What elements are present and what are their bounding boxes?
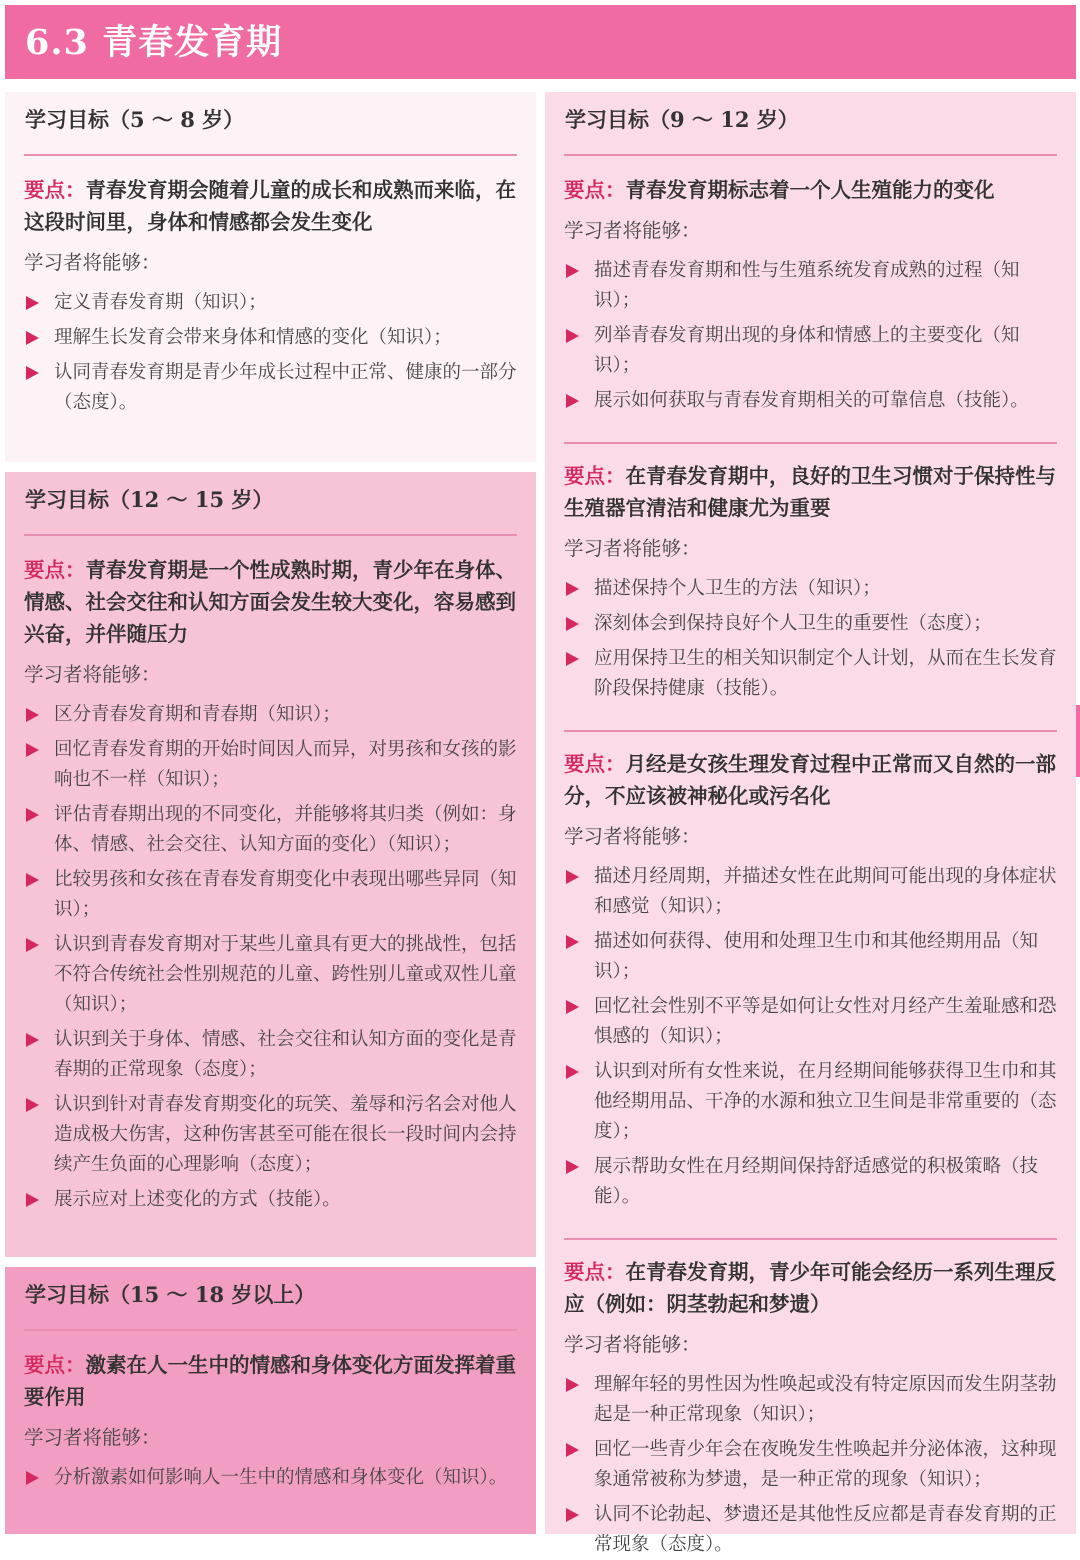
list-item-text: 比较男孩和女孩在青春发育期变化中表现出哪些异同（知识）；: [54, 869, 517, 920]
list-item: [564, 1370, 1057, 1430]
learners-intro: 学习者将能够：: [24, 1426, 161, 1449]
list-item-text: 回忆社会性别不平等是如何让女性对月经产生羞耻感和恐惧感的（知识）；: [594, 996, 1057, 1047]
list-item: [24, 1185, 517, 1215]
list-item: [564, 992, 1057, 1052]
triangle-bullet-icon: [26, 366, 39, 380]
list-item: [564, 321, 1057, 381]
key-point-label: 要点：: [24, 558, 86, 582]
learners-intro: 学习者将能够：: [564, 537, 701, 560]
list-item-text: 描述保持个人卫生的方法（知识）；: [594, 578, 881, 599]
list-item: [564, 1435, 1057, 1495]
list-item-text: 区分青春发育期和青春期（知识）；: [54, 704, 341, 725]
triangle-bullet-icon: [566, 329, 579, 343]
triangle-bullet-icon: [566, 870, 579, 884]
page-title: 6.3 青春发育期: [25, 22, 283, 63]
learners-intro: 学习者将能够：: [24, 251, 161, 274]
list-item-text: 展示帮助女性在月经期间保持舒适感觉的积极策略（技能）。: [594, 1156, 1039, 1207]
triangle-bullet-icon: [26, 1471, 39, 1485]
list-item: [564, 256, 1057, 316]
triangle-bullet-icon: [26, 808, 39, 822]
panel-age-5-8: [5, 92, 536, 462]
list-item: [24, 930, 517, 1020]
key-point: [564, 1256, 1057, 1320]
key-point-text: 青春发育期标志着一个人生殖能力的变化: [625, 178, 995, 202]
title-divider: [564, 154, 1057, 156]
objectives-list: [24, 1463, 517, 1493]
list-item-text: 深刻体会到保持良好个人卫生的重要性（态度）；: [594, 613, 992, 634]
key-point-label: 要点：: [24, 178, 86, 202]
title-divider: [24, 534, 517, 536]
list-item-text: 认识到对所有女性来说，在月经期间能够获得卫生巾和其他经期用品、干净的水源和独立卫生间是非常重要的（态度）；: [594, 1061, 1057, 1142]
list-item-text: 描述如何获得、使用和处理卫生巾和其他经期用品（知识）；: [594, 931, 1039, 982]
objectives-list: [564, 256, 1057, 416]
key-point-label: 要点：: [24, 1353, 86, 1377]
list-item-text: 认识到关于身体、情感、社会交往和认知方面的变化是青春期的正常现象（态度）；: [54, 1029, 517, 1080]
list-item: [24, 1463, 517, 1493]
learners-intro: 学习者将能够：: [564, 219, 701, 242]
key-point: [564, 748, 1057, 812]
triangle-bullet-icon: [26, 296, 39, 310]
list-item: [24, 1025, 517, 1085]
list-item-text: 分析激素如何影响人一生中的情感和身体变化（知识）。: [54, 1467, 508, 1488]
list-item-text: 展示应对上述变化的方式（技能）。: [54, 1189, 341, 1210]
section-divider: [564, 730, 1057, 732]
objectives-list: [24, 288, 517, 418]
title-divider: [24, 1329, 517, 1331]
list-item: [564, 1152, 1057, 1212]
objectives-list: [564, 862, 1057, 1212]
objectives-list: [24, 700, 517, 1215]
triangle-bullet-icon: [566, 394, 579, 408]
panel-age-12-15: [5, 472, 536, 1257]
objective-title: 学习目标（9 ～ 12 岁）: [565, 107, 799, 132]
learners-intro: 学习者将能够：: [564, 1333, 701, 1356]
list-item: [24, 800, 517, 860]
list-item-text: 评估青春期出现的不同变化，并能够将其归类（例如：身体、情感、社会交往、认知方面的变化）（知识）；: [54, 804, 517, 855]
list-item: [564, 574, 1057, 604]
list-item-text: 认同不论勃起、梦遗还是其他性反应都是青春发育期的正常现象（态度）。: [594, 1504, 1057, 1555]
list-item-text: 理解年轻的男性因为性唤起或没有特定原因而发生阴茎勃起是一种正常现象（知识）；: [594, 1374, 1057, 1425]
triangle-bullet-icon: [566, 935, 579, 949]
list-item: [564, 927, 1057, 987]
panel-age-15-18: [5, 1267, 536, 1534]
list-item: [24, 1090, 517, 1180]
key-point: [24, 554, 517, 650]
list-item-text: 理解生长发育会带来身体和情感的变化（知识）；: [54, 327, 452, 348]
triangle-bullet-icon: [566, 1065, 579, 1079]
panel-age-9-12: [545, 92, 1076, 1555]
list-item-text: 定义青春发育期（知识）；: [54, 292, 267, 313]
objectives-list: [564, 1370, 1057, 1560]
list-item-text: 认识到针对青春发育期变化的玩笑、羞辱和污名会对他人造成极大伤害，这种伤害甚至可能在很长一段时间内会持续产生负面的心理影响（态度）；: [54, 1094, 517, 1175]
learners-intro: 学习者将能够：: [24, 663, 161, 686]
list-item-text: 描述青春发育期和性与生殖系统发育成熟的过程（知识）；: [594, 260, 1020, 311]
list-item-text: 回忆青春发育期的开始时间因人而异，对男孩和女孩的影响也不一样（知识）；: [54, 739, 517, 790]
triangle-bullet-icon: [26, 331, 39, 345]
key-point-text: 在青春发育期中，良好的卫生习惯对于保持性与生殖器官清洁和健康尤为重要: [564, 464, 1056, 520]
triangle-bullet-icon: [566, 652, 579, 666]
triangle-bullet-icon: [566, 1000, 579, 1014]
list-item: [564, 1057, 1057, 1147]
objective-title: 学习目标（5 ～ 8 岁）: [25, 107, 245, 132]
list-item-text: 认同青春发育期是青少年成长过程中正常、健康的一部分（态度）。: [54, 362, 517, 413]
list-item: [24, 358, 517, 418]
triangle-bullet-icon: [566, 582, 579, 596]
list-item-text: 描述月经周期，并描述女性在此期间可能出现的身体症状和感觉（知识）；: [594, 866, 1057, 917]
triangle-bullet-icon: [26, 1098, 39, 1112]
list-item: [24, 323, 517, 353]
section-divider: [564, 1238, 1057, 1240]
key-point-text: 青春发育期会随着儿童的成长和成熟而来临，在这段时间里，身体和情感都会发生变化: [24, 178, 516, 234]
key-point-text: 在青春发育期，青少年可能会经历一系列生理反应（例如：阴茎勃起和梦遗）: [564, 1260, 1056, 1316]
triangle-bullet-icon: [566, 617, 579, 631]
list-item-text: 展示如何获取与青春发育期相关的可靠信息（技能）。: [594, 390, 1029, 411]
triangle-bullet-icon: [566, 1508, 579, 1522]
list-item: [24, 700, 517, 730]
title-divider: [24, 154, 517, 156]
list-item: [564, 609, 1057, 639]
objectives-list: [564, 574, 1057, 704]
triangle-bullet-icon: [26, 708, 39, 722]
triangle-bullet-icon: [26, 743, 39, 757]
key-point-label: 要点：: [564, 1260, 626, 1284]
triangle-bullet-icon: [566, 1160, 579, 1174]
key-point: [24, 1349, 517, 1413]
objective-title: 学习目标（15 ～ 18 岁以上）: [25, 1282, 316, 1307]
triangle-bullet-icon: [26, 1033, 39, 1047]
triangle-bullet-icon: [26, 938, 39, 952]
list-item-text: 列举青春发育期出现的身体和情感上的主要变化（知识）；: [594, 325, 1020, 376]
triangle-bullet-icon: [566, 264, 579, 278]
key-point: [564, 460, 1057, 524]
section-divider: [564, 442, 1057, 444]
side-tab-marker: [1076, 705, 1080, 777]
list-item: [564, 386, 1057, 416]
list-item-text: 应用保持卫生的相关知识制定个人计划，从而在生长发育阶段保持健康（技能）。: [594, 648, 1057, 699]
list-item: [24, 865, 517, 925]
list-item-text: 认识到青春发育期对于某些儿童具有更大的挑战性，包括不符合传统社会性别规范的儿童、跨性别儿童或双性儿童（知识）；: [54, 934, 517, 1015]
key-point: [564, 174, 1057, 206]
key-point-text: 青春发育期是一个性成熟时期，青少年在身体、情感、社会交往和认知方面会发生较大变化，容易感到兴奋，并伴随压力: [24, 558, 516, 646]
list-item: [24, 735, 517, 795]
key-point-label: 要点：: [564, 752, 626, 776]
key-point-text: 激素在人一生中的情感和身体变化方面发挥着重要作用: [24, 1353, 516, 1409]
list-item: [564, 862, 1057, 922]
triangle-bullet-icon: [566, 1378, 579, 1392]
list-item: [564, 644, 1057, 704]
triangle-bullet-icon: [26, 1193, 39, 1207]
section-header: [5, 5, 1076, 79]
learners-intro: 学习者将能够：: [564, 825, 701, 848]
list-item-text: 回忆一些青少年会在夜晚发生性唤起并分泌体液，这种现象通常被称为梦遗，是一种正常的现象（知识）；: [594, 1439, 1057, 1490]
key-point-text: 月经是女孩生理发育过程中正常而又自然的一部分，不应该被神秘化或污名化: [564, 752, 1056, 808]
key-point-label: 要点：: [564, 464, 626, 488]
list-item: [564, 1500, 1057, 1560]
triangle-bullet-icon: [566, 1443, 579, 1457]
key-point-label: 要点：: [564, 178, 626, 202]
key-point: [24, 174, 517, 238]
list-item: [24, 288, 517, 318]
objective-title: 学习目标（12 ～ 15 岁）: [25, 487, 274, 512]
triangle-bullet-icon: [26, 873, 39, 887]
